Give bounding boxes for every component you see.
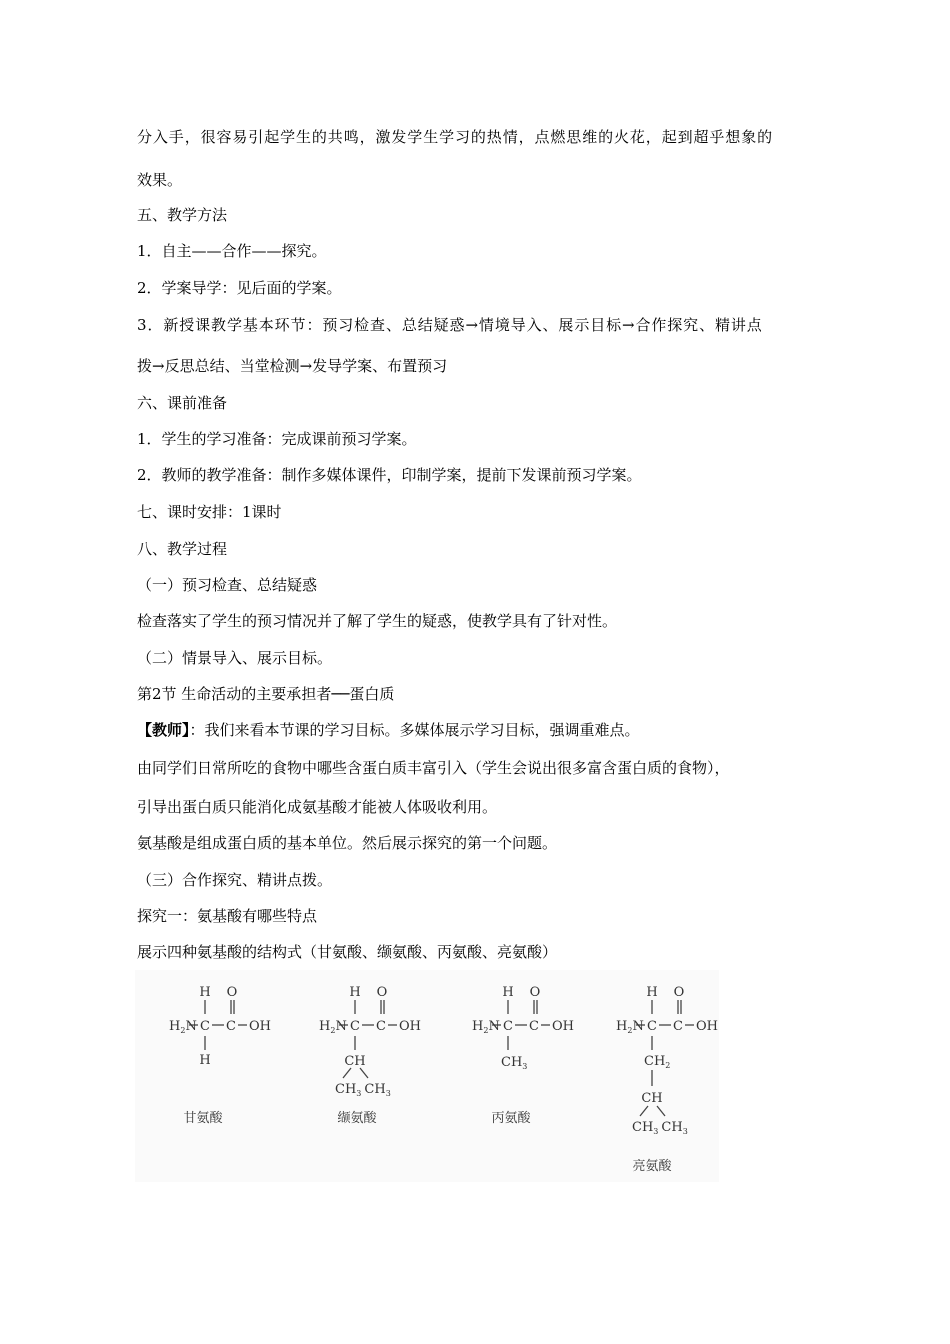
atom-ch3: CH xyxy=(632,1120,654,1135)
list-item: 1．自主——合作——探究。 xyxy=(137,242,327,260)
atom-h: H xyxy=(319,1019,331,1034)
atom-n: N xyxy=(632,1019,644,1034)
atom-h: H xyxy=(199,1053,211,1068)
atom-h2n xyxy=(319,1019,347,1035)
list-item: 1．学生的学习准备：完成课前预习学案。 xyxy=(137,430,417,448)
atom-c: C xyxy=(200,1019,210,1034)
subscript-2: 2 xyxy=(180,1026,186,1035)
atom-h: H xyxy=(199,985,211,1000)
name-valine: 缬氨酸 xyxy=(337,1111,377,1126)
subscript-2: 2 xyxy=(665,1061,671,1070)
atom-n: N xyxy=(488,1019,500,1034)
subsection-heading: （一）预习检查、总结疑惑 xyxy=(137,576,318,594)
atom-h2n xyxy=(472,1019,500,1035)
atom-ch2: CH xyxy=(644,1054,666,1069)
list-item: 2．学案导学：见后面的学案。 xyxy=(137,279,342,297)
subsection-heading: （三）合作探究、精讲点拨。 xyxy=(137,871,333,889)
paragraph-line: 拨→反思总结、当堂检测→发导学案、布置预习 xyxy=(137,357,448,375)
atom-c: C xyxy=(673,1019,683,1034)
atom-h: H xyxy=(616,1019,628,1034)
atom-n: N xyxy=(335,1019,347,1034)
atom-o: O xyxy=(673,985,685,1000)
atom-ch3: CH xyxy=(335,1082,357,1097)
subscript-2: 2 xyxy=(483,1026,489,1035)
section-heading: 六、课前准备 xyxy=(137,394,228,412)
atom-o: O xyxy=(529,985,541,1000)
atom-h: H xyxy=(349,985,361,1000)
paragraph-line: 探究一：氨基酸有哪些特点 xyxy=(137,907,318,925)
paragraph-line: 引导出蛋白质只能消化成氨基酸才能被人体吸收利用。 xyxy=(137,798,498,816)
subscript-3: 3 xyxy=(356,1089,362,1098)
atom-ch: CH xyxy=(344,1054,366,1069)
subscript-2: 2 xyxy=(627,1026,633,1035)
atom-n: N xyxy=(185,1019,197,1034)
atom-o: O xyxy=(226,985,238,1000)
atom-ch3: CH xyxy=(661,1120,683,1135)
atom-c: C xyxy=(376,1019,386,1034)
list-item: 3．新授课教学基本环节：预习检查、总结疑惑→情境导入、展示目标→合作探究、精讲点 xyxy=(137,316,763,334)
subscript-3: 3 xyxy=(682,1127,688,1136)
section-heading: 七、课时安排：1课时 xyxy=(137,503,282,521)
atom-c: C xyxy=(529,1019,539,1034)
paragraph-line: 效果。 xyxy=(137,171,183,189)
atom-ch3-group xyxy=(501,1055,527,1071)
atom-c: C xyxy=(350,1019,360,1034)
teacher-tag: 【教师】 xyxy=(137,721,190,739)
paragraph-line: 分入手，很容易引起学生的共鸣，激发学生学习的热情，点燃思维的火花，起到超乎想象的 xyxy=(137,128,774,146)
subscript-2: 2 xyxy=(330,1026,336,1035)
amino-acid-structures-figure xyxy=(135,970,719,1182)
atom-oh: OH xyxy=(399,1019,421,1034)
section-heading: 八、教学过程 xyxy=(137,540,228,558)
paragraph-line: 展示四种氨基酸的结构式（甘氨酸、缬氨酸、丙氨酸、亮氨酸） xyxy=(137,943,558,961)
teacher-text: ：我们来看本节课的学习目标。多媒体展示学习目标，强调重难点。 xyxy=(189,721,640,739)
atom-h: H xyxy=(472,1019,484,1034)
atom-ch: CH xyxy=(641,1091,663,1106)
atom-ch2-group xyxy=(644,1054,670,1070)
atom-ch3-pair xyxy=(335,1082,391,1098)
atom-oh: OH xyxy=(249,1019,271,1034)
lesson-title: 第2节 生命活动的主要承担者──蛋白质 xyxy=(137,685,395,703)
atom-ch3: CH xyxy=(364,1082,386,1097)
atom-h2n xyxy=(616,1019,644,1035)
atom-h: H xyxy=(169,1019,181,1034)
atom-h: H xyxy=(502,985,514,1000)
subscript-3: 3 xyxy=(522,1062,528,1071)
section-heading: 五、教学方法 xyxy=(137,206,228,224)
name-leucine: 亮氨酸 xyxy=(632,1159,672,1174)
atom-c: C xyxy=(647,1019,657,1034)
atom-h: H xyxy=(646,985,658,1000)
paragraph-line: 氨基酸是组成蛋白质的基本单位。然后展示探究的第一个问题。 xyxy=(137,834,558,852)
atom-ch3-pair xyxy=(632,1120,688,1136)
atom-c: C xyxy=(503,1019,513,1034)
paragraph-line: 检查落实了学生的预习情况并了解了学生的疑惑，使教学具有了针对性。 xyxy=(137,612,618,630)
subscript-3: 3 xyxy=(653,1127,659,1136)
atom-ch3: CH xyxy=(501,1055,523,1070)
name-glycine: 甘氨酸 xyxy=(183,1111,223,1126)
subsection-heading: （二）情景导入、展示目标。 xyxy=(137,649,333,667)
teacher-paragraph xyxy=(137,720,640,740)
list-item: 2．教师的教学准备：制作多媒体课件，印制学案，提前下发课前预习学案。 xyxy=(137,466,642,484)
name-alanine: 丙氨酸 xyxy=(491,1111,531,1126)
subscript-3: 3 xyxy=(385,1089,391,1098)
paragraph-line: 由同学们日常所吃的食物中哪些含蛋白质丰富引入（学生会说出很多富含蛋白质的食物）， xyxy=(137,759,730,777)
atom-oh: OH xyxy=(552,1019,574,1034)
structure-drawing xyxy=(135,970,719,1182)
atom-h2n xyxy=(169,1019,197,1035)
atom-c: C xyxy=(226,1019,236,1034)
atom-o: O xyxy=(376,985,388,1000)
atom-oh: OH xyxy=(696,1019,718,1034)
